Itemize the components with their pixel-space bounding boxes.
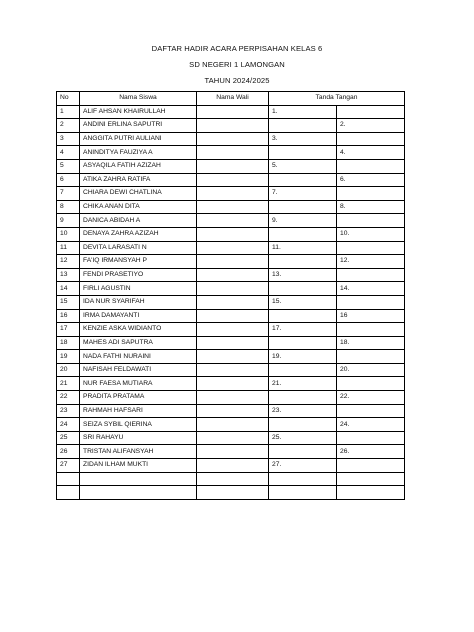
header-no: No bbox=[57, 92, 80, 106]
student-name: IDA NUR SYARIFAH bbox=[80, 295, 197, 309]
table-row bbox=[57, 200, 405, 214]
signature-cell-right bbox=[337, 105, 405, 119]
row-number: 14 bbox=[57, 282, 80, 296]
signature-cell-left bbox=[269, 309, 337, 323]
row-number: 20 bbox=[57, 363, 80, 377]
student-name: SRI RAHAYU bbox=[80, 431, 197, 445]
row-number: 21 bbox=[57, 377, 80, 391]
signature-cell-left: 17. bbox=[269, 323, 337, 337]
signature-cell-left: 27. bbox=[269, 459, 337, 473]
signature-cell-left: 7. bbox=[269, 187, 337, 201]
signature-cell-right bbox=[337, 472, 405, 486]
parent-name-cell bbox=[197, 173, 269, 187]
signature-cell-right: 16 bbox=[337, 309, 405, 323]
row-number: 17 bbox=[57, 323, 80, 337]
parent-name-cell bbox=[197, 187, 269, 201]
parent-name-cell bbox=[197, 363, 269, 377]
student-name: RAHMAH HAFSARI bbox=[80, 404, 197, 418]
signature-cell-right bbox=[337, 295, 405, 309]
parent-name-cell bbox=[197, 309, 269, 323]
signature-cell-right: 26. bbox=[337, 445, 405, 459]
row-number: 27 bbox=[57, 459, 80, 473]
table-row bbox=[57, 323, 405, 337]
parent-name-cell bbox=[197, 200, 269, 214]
student-name: CHIARA DEWI CHATLINA bbox=[80, 187, 197, 201]
student-name: ZIDAN ILHAM MUKTI bbox=[80, 459, 197, 473]
table-row bbox=[57, 241, 405, 255]
signature-cell-left bbox=[269, 445, 337, 459]
signature-cell-right: 14. bbox=[337, 282, 405, 296]
row-number: 11 bbox=[57, 241, 80, 255]
student-name: KENZIE ASKA WIDIANTO bbox=[80, 323, 197, 337]
signature-cell-left bbox=[269, 391, 337, 405]
row-number: 13 bbox=[57, 268, 80, 282]
signature-cell-right bbox=[337, 431, 405, 445]
student-name: FIRLI AGUSTIN bbox=[80, 282, 197, 296]
table-row bbox=[57, 377, 405, 391]
signature-cell-right bbox=[337, 377, 405, 391]
parent-name-cell bbox=[197, 255, 269, 269]
signature-cell-right bbox=[337, 268, 405, 282]
student-name: ANDINI ERLINA SAPUTRI bbox=[80, 119, 197, 133]
attendance-rows bbox=[57, 105, 405, 499]
row-number: 5 bbox=[57, 159, 80, 173]
signature-cell-left bbox=[269, 282, 337, 296]
header-parent-name: Nama Wali bbox=[197, 92, 269, 106]
table-row bbox=[57, 404, 405, 418]
signature-cell-left: 1. bbox=[269, 105, 337, 119]
attendance-table bbox=[56, 91, 405, 500]
table-row bbox=[57, 132, 405, 146]
parent-name-cell bbox=[197, 404, 269, 418]
row-number: 15 bbox=[57, 295, 80, 309]
row-number bbox=[57, 472, 80, 486]
document-title: DAFTAR HADIR ACARA PERPISAHAN KELAS 6 bbox=[151, 44, 323, 53]
parent-name-cell bbox=[197, 105, 269, 119]
signature-cell-left: 5. bbox=[269, 159, 337, 173]
student-name bbox=[80, 486, 197, 500]
parent-name-cell bbox=[197, 268, 269, 282]
parent-name-cell bbox=[197, 282, 269, 296]
parent-name-cell bbox=[197, 241, 269, 255]
parent-name-cell bbox=[197, 132, 269, 146]
signature-cell-right: 2. bbox=[337, 119, 405, 133]
signature-cell-right: 10. bbox=[337, 227, 405, 241]
signature-cell-left bbox=[269, 146, 337, 160]
student-name: DEVITA LARASATI N bbox=[80, 241, 197, 255]
table-row bbox=[57, 431, 405, 445]
parent-name-cell bbox=[197, 472, 269, 486]
table-row bbox=[57, 486, 405, 500]
signature-cell-left bbox=[269, 486, 337, 500]
table-row bbox=[57, 282, 405, 296]
student-name: ANGGITA PUTRI AULIANI bbox=[80, 132, 197, 146]
header-signature: Tanda Tangan bbox=[269, 92, 405, 106]
student-name: DANICA ABIDAH A bbox=[80, 214, 197, 228]
table-row bbox=[57, 363, 405, 377]
signature-cell-left: 9. bbox=[269, 214, 337, 228]
signature-cell-right bbox=[337, 187, 405, 201]
student-name: FA'IQ IRMANSYAH P bbox=[80, 255, 197, 269]
school-name: SD NEGERI 1 LAMONGAN bbox=[189, 60, 285, 69]
parent-name-cell bbox=[197, 323, 269, 337]
table-row bbox=[57, 309, 405, 323]
signature-cell-left bbox=[269, 227, 337, 241]
row-number: 22 bbox=[57, 391, 80, 405]
row-number: 1 bbox=[57, 105, 80, 119]
table-row bbox=[57, 445, 405, 459]
row-number: 7 bbox=[57, 187, 80, 201]
row-number: 10 bbox=[57, 227, 80, 241]
row-number: 4 bbox=[57, 146, 80, 160]
parent-name-cell bbox=[197, 336, 269, 350]
signature-cell-right bbox=[337, 241, 405, 255]
table-row bbox=[57, 105, 405, 119]
student-name: ATIKA ZAHRA RATIFA bbox=[80, 173, 197, 187]
row-number bbox=[57, 486, 80, 500]
row-number: 9 bbox=[57, 214, 80, 228]
signature-cell-left: 3. bbox=[269, 132, 337, 146]
signature-cell-right bbox=[337, 459, 405, 473]
header-student-name: Nama Siswa bbox=[80, 92, 197, 106]
parent-name-cell bbox=[197, 350, 269, 364]
signature-cell-right bbox=[337, 214, 405, 228]
row-number: 25 bbox=[57, 431, 80, 445]
row-number: 23 bbox=[57, 404, 80, 418]
signature-cell-left: 21. bbox=[269, 377, 337, 391]
table-row bbox=[57, 146, 405, 160]
parent-name-cell bbox=[197, 159, 269, 173]
row-number: 12 bbox=[57, 255, 80, 269]
signature-cell-left bbox=[269, 418, 337, 432]
student-name: CHIKA ANAN DITA bbox=[80, 200, 197, 214]
student-name: NAFISAH FELDAWATI bbox=[80, 363, 197, 377]
row-number: 24 bbox=[57, 418, 80, 432]
student-name: IRMA DAMAYANTI bbox=[80, 309, 197, 323]
signature-cell-left: 15. bbox=[269, 295, 337, 309]
signature-cell-left bbox=[269, 119, 337, 133]
student-name: ASYAQILA FATIH AZIZAH bbox=[80, 159, 197, 173]
signature-cell-left bbox=[269, 363, 337, 377]
student-name: NUR FAESA MUTIARA bbox=[80, 377, 197, 391]
student-name: ANINDITYA FAUZIYA A bbox=[80, 146, 197, 160]
signature-cell-right: 4. bbox=[337, 146, 405, 160]
signature-cell-right bbox=[337, 350, 405, 364]
student-name: MAHES ADI SAPUTRA bbox=[80, 336, 197, 350]
parent-name-cell bbox=[197, 295, 269, 309]
parent-name-cell bbox=[197, 459, 269, 473]
student-name bbox=[80, 472, 197, 486]
signature-cell-right: 8. bbox=[337, 200, 405, 214]
table-row bbox=[57, 472, 405, 486]
signature-cell-right: 22. bbox=[337, 391, 405, 405]
signature-cell-right bbox=[337, 323, 405, 337]
student-name: ALIF AHSAN KHAIRULLAH bbox=[80, 105, 197, 119]
row-number: 6 bbox=[57, 173, 80, 187]
parent-name-cell bbox=[197, 214, 269, 228]
row-number: 8 bbox=[57, 200, 80, 214]
student-name: FENDI PRASETIYO bbox=[80, 268, 197, 282]
parent-name-cell bbox=[197, 227, 269, 241]
signature-cell-right bbox=[337, 486, 405, 500]
parent-name-cell bbox=[197, 431, 269, 445]
signature-cell-right: 12. bbox=[337, 255, 405, 269]
parent-name-cell bbox=[197, 418, 269, 432]
table-row bbox=[57, 159, 405, 173]
signature-cell-right: 6. bbox=[337, 173, 405, 187]
table-row bbox=[57, 295, 405, 309]
academic-year: TAHUN 2024/2025 bbox=[204, 76, 270, 85]
table-row bbox=[57, 350, 405, 364]
row-number: 3 bbox=[57, 132, 80, 146]
row-number: 16 bbox=[57, 309, 80, 323]
signature-cell-right: 20. bbox=[337, 363, 405, 377]
signature-cell-left bbox=[269, 173, 337, 187]
table-row bbox=[57, 187, 405, 201]
student-name: DENAYA ZAHRA AZIZAH bbox=[80, 227, 197, 241]
table-row bbox=[57, 418, 405, 432]
table-row bbox=[57, 255, 405, 269]
signature-cell-right bbox=[337, 132, 405, 146]
row-number: 18 bbox=[57, 336, 80, 350]
row-number: 2 bbox=[57, 119, 80, 133]
signature-cell-left bbox=[269, 200, 337, 214]
signature-cell-left bbox=[269, 336, 337, 350]
student-name: SEIZA SYBIL QIERINA bbox=[80, 418, 197, 432]
signature-cell-left: 19. bbox=[269, 350, 337, 364]
parent-name-cell bbox=[197, 377, 269, 391]
table-row bbox=[57, 391, 405, 405]
table-row bbox=[57, 227, 405, 241]
table-row bbox=[57, 119, 405, 133]
signature-cell-right bbox=[337, 159, 405, 173]
table-row bbox=[57, 459, 405, 473]
parent-name-cell bbox=[197, 391, 269, 405]
signature-cell-left bbox=[269, 472, 337, 486]
parent-name-cell bbox=[197, 486, 269, 500]
signature-cell-right bbox=[337, 404, 405, 418]
row-number: 19 bbox=[57, 350, 80, 364]
signature-cell-left: 11. bbox=[269, 241, 337, 255]
parent-name-cell bbox=[197, 445, 269, 459]
table-row bbox=[57, 336, 405, 350]
signature-cell-left: 13. bbox=[269, 268, 337, 282]
row-number: 26 bbox=[57, 445, 80, 459]
signature-cell-left: 23. bbox=[269, 404, 337, 418]
table-row bbox=[57, 214, 405, 228]
signature-cell-right: 18. bbox=[337, 336, 405, 350]
signature-cell-left: 25. bbox=[269, 431, 337, 445]
student-name: TRISTAN ALIFANSYAH bbox=[80, 445, 197, 459]
signature-cell-left bbox=[269, 255, 337, 269]
student-name: NADA FATHI NURAINI bbox=[80, 350, 197, 364]
student-name: PRADITA PRATAMA bbox=[80, 391, 197, 405]
table-row bbox=[57, 173, 405, 187]
parent-name-cell bbox=[197, 119, 269, 133]
table-header-row bbox=[57, 92, 405, 106]
parent-name-cell bbox=[197, 146, 269, 160]
table-row bbox=[57, 268, 405, 282]
signature-cell-right: 24. bbox=[337, 418, 405, 432]
